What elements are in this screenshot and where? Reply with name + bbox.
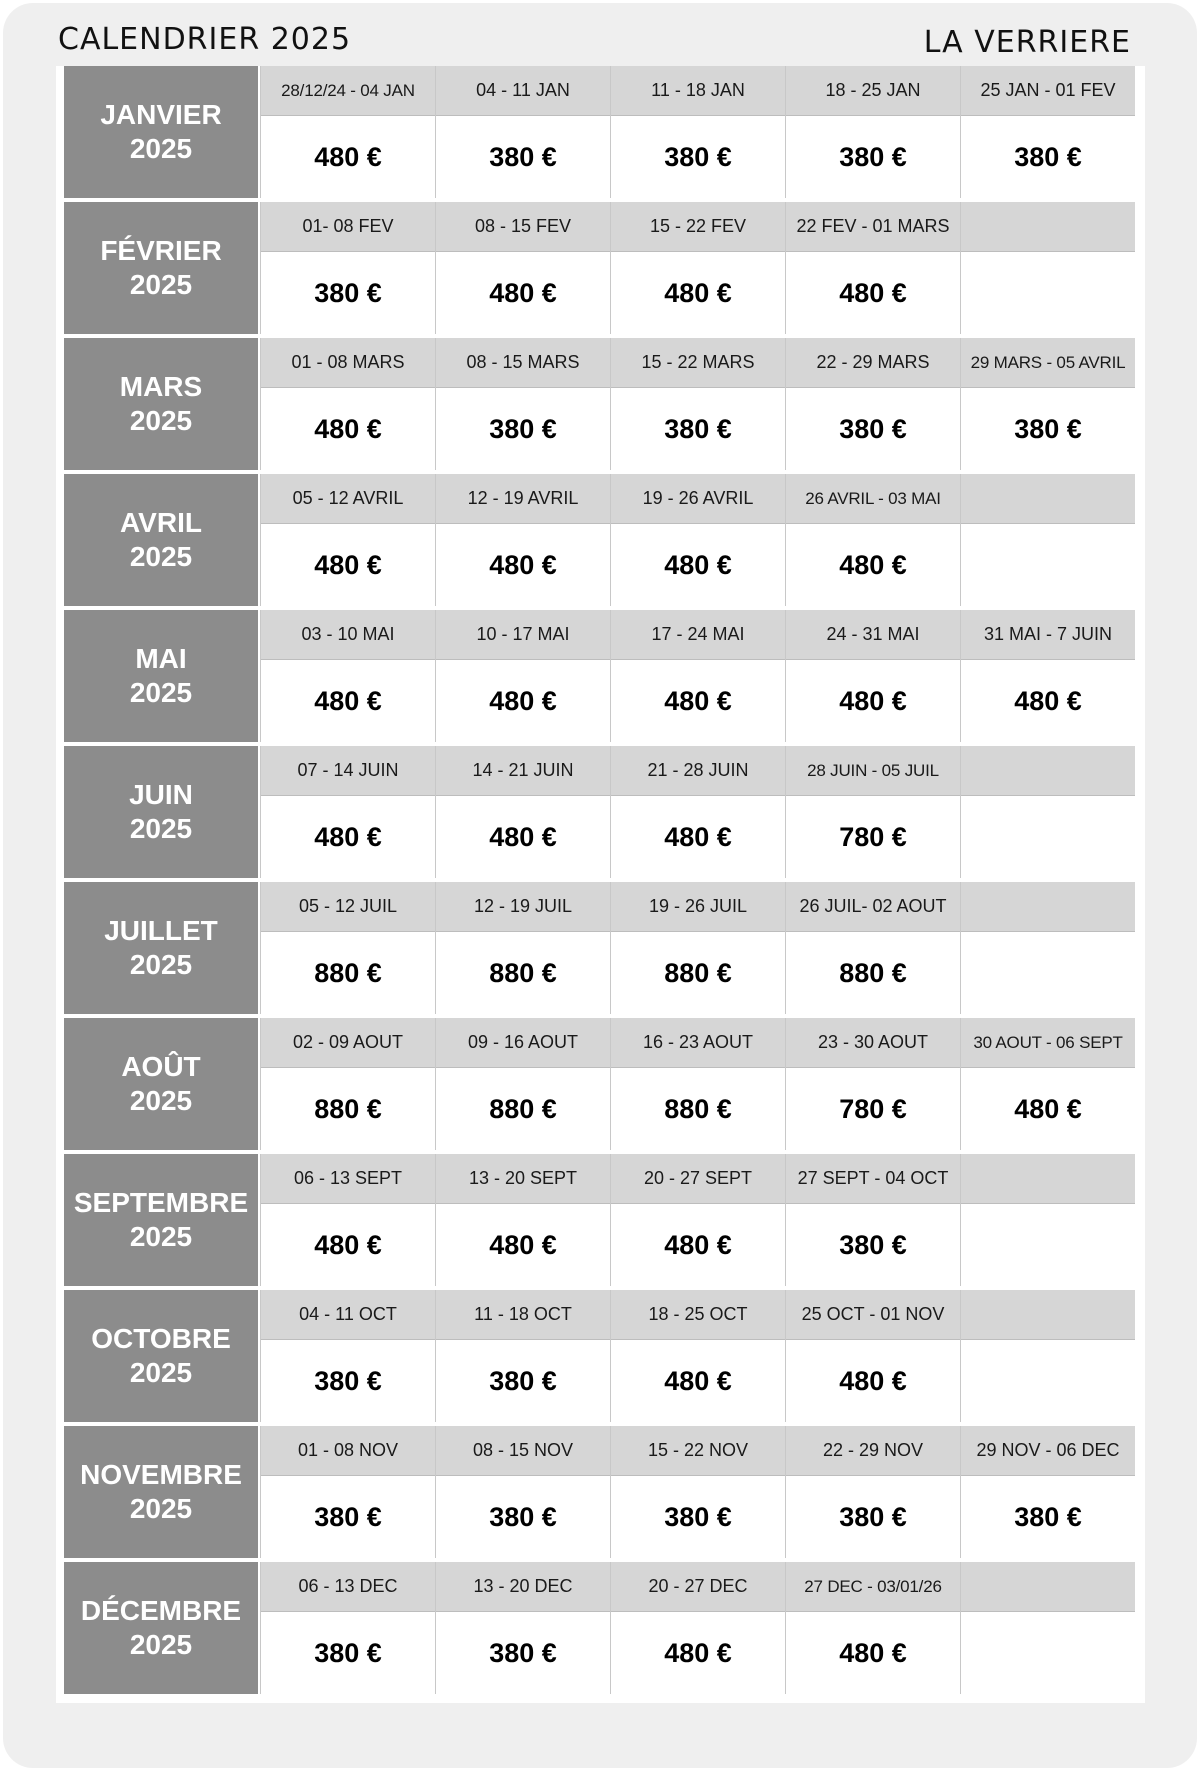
week-cell	[260, 474, 435, 606]
month-row	[64, 1018, 1135, 1150]
week-dates: 29 MARS - 05 AVRIL	[961, 338, 1135, 388]
week-dates: 25 JAN - 01 FEV	[961, 66, 1135, 116]
month-year: 2025	[129, 405, 193, 436]
week-price: 380 €	[839, 1501, 907, 1532]
week-price: 880 €	[314, 957, 382, 988]
week-dates	[961, 474, 1135, 524]
week-dates: 12 - 19 AVRIL	[436, 474, 610, 524]
week-price: 480 €	[314, 685, 382, 716]
week-grid	[260, 882, 1135, 1014]
month-label	[64, 610, 258, 742]
week-price: 380 €	[489, 1501, 557, 1532]
week-cell	[960, 66, 1135, 198]
month-label	[64, 66, 258, 198]
week-cell	[435, 1426, 610, 1558]
week-dates: 04 - 11 JAN	[436, 66, 610, 116]
month-year: 2025	[129, 1221, 193, 1252]
week-cell	[435, 610, 610, 742]
week-dates: 20 - 27 SEPT	[611, 1154, 785, 1204]
week-dates	[961, 1154, 1135, 1204]
week-dates: 23 - 30 AOUT	[786, 1018, 960, 1068]
week-cell	[610, 338, 785, 470]
month-name: FÉVRIER	[100, 235, 222, 266]
month-label	[64, 1018, 258, 1150]
week-dates: 19 - 26 AVRIL	[611, 474, 785, 524]
week-price: 480 €	[489, 685, 557, 716]
week-dates: 30 AOUT - 06 SEPT	[961, 1018, 1135, 1068]
week-price: 380 €	[1014, 413, 1082, 444]
week-dates: 15 - 22 NOV	[611, 1426, 785, 1476]
month-label	[64, 1426, 258, 1558]
week-cell	[610, 1290, 785, 1422]
week-dates: 01- 08 FEV	[261, 202, 435, 252]
week-price: 480 €	[839, 1365, 907, 1396]
week-price: 480 €	[314, 821, 382, 852]
week-dates: 26 AVRIL - 03 MAI	[786, 474, 960, 524]
week-dates: 18 - 25 JAN	[786, 66, 960, 116]
week-price: 480 €	[314, 549, 382, 580]
week-cell	[435, 746, 610, 878]
month-year: 2025	[129, 1357, 193, 1388]
month-name: OCTOBRE	[91, 1323, 231, 1354]
week-cell	[785, 474, 960, 606]
calendar-table	[56, 66, 1145, 1703]
week-dates: 22 - 29 NOV	[786, 1426, 960, 1476]
month-row	[64, 1562, 1135, 1694]
week-price: 480 €	[489, 1229, 557, 1260]
week-cell	[785, 1154, 960, 1286]
week-dates: 29 NOV - 06 DEC	[961, 1426, 1135, 1476]
week-dates: 01 - 08 NOV	[261, 1426, 435, 1476]
month-name: NOVEMBRE	[80, 1459, 242, 1490]
week-price: 480 €	[664, 821, 732, 852]
week-price: 380 €	[664, 141, 732, 172]
week-price	[961, 1204, 1135, 1286]
month-name: JUIN	[129, 779, 193, 810]
week-dates	[961, 1562, 1135, 1612]
week-cell	[435, 1018, 610, 1150]
week-cell	[785, 1018, 960, 1150]
week-dates: 27 SEPT - 04 OCT	[786, 1154, 960, 1204]
week-price	[961, 796, 1135, 878]
month-year: 2025	[129, 269, 193, 300]
week-price: 780 €	[839, 1093, 907, 1124]
week-price: 480 €	[314, 1229, 382, 1260]
week-price: 380 €	[664, 1501, 732, 1532]
month-row	[64, 1154, 1135, 1286]
month-row	[64, 474, 1135, 606]
week-dates	[961, 202, 1135, 252]
week-cell	[260, 1290, 435, 1422]
week-dates: 19 - 26 JUIL	[611, 882, 785, 932]
week-dates: 15 - 22 MARS	[611, 338, 785, 388]
month-year: 2025	[129, 541, 193, 572]
week-cell	[260, 1154, 435, 1286]
week-price: 380 €	[489, 1637, 557, 1668]
week-dates: 21 - 28 JUIN	[611, 746, 785, 796]
week-price: 880 €	[839, 957, 907, 988]
week-dates: 06 - 13 SEPT	[261, 1154, 435, 1204]
month-label	[64, 474, 258, 606]
week-dates: 16 - 23 AOUT	[611, 1018, 785, 1068]
week-dates: 11 - 18 JAN	[611, 66, 785, 116]
week-cell	[435, 202, 610, 334]
week-cell	[960, 1154, 1135, 1286]
week-price: 880 €	[489, 1093, 557, 1124]
week-price: 380 €	[489, 141, 557, 172]
week-price: 480 €	[839, 549, 907, 580]
week-dates: 26 JUIL- 02 AOUT	[786, 882, 960, 932]
month-row	[64, 338, 1135, 470]
week-price: 380 €	[314, 1501, 382, 1532]
week-price: 480 €	[839, 1637, 907, 1668]
week-cell	[435, 1290, 610, 1422]
week-grid	[260, 1018, 1135, 1150]
week-dates: 17 - 24 MAI	[611, 610, 785, 660]
week-cell	[785, 1562, 960, 1694]
week-price: 880 €	[314, 1093, 382, 1124]
week-dates: 24 - 31 MAI	[786, 610, 960, 660]
month-label	[64, 746, 258, 878]
week-cell	[610, 882, 785, 1014]
week-cell	[785, 1426, 960, 1558]
month-year: 2025	[129, 949, 193, 980]
week-price	[961, 524, 1135, 606]
week-dates: 01 - 08 MARS	[261, 338, 435, 388]
week-grid	[260, 1290, 1135, 1422]
week-cell	[435, 1154, 610, 1286]
week-dates: 06 - 13 DEC	[261, 1562, 435, 1612]
week-grid	[260, 1562, 1135, 1694]
week-dates: 08 - 15 FEV	[436, 202, 610, 252]
month-row	[64, 202, 1135, 334]
week-dates: 15 - 22 FEV	[611, 202, 785, 252]
week-price: 380 €	[839, 413, 907, 444]
week-cell	[610, 66, 785, 198]
month-year: 2025	[129, 813, 193, 844]
week-cell	[610, 1018, 785, 1150]
month-row	[64, 882, 1135, 1014]
week-price: 380 €	[839, 141, 907, 172]
week-grid	[260, 1154, 1135, 1286]
month-label	[64, 882, 258, 1014]
week-dates: 09 - 16 AOUT	[436, 1018, 610, 1068]
week-price: 380 €	[489, 413, 557, 444]
week-dates: 02 - 09 AOUT	[261, 1018, 435, 1068]
week-grid	[260, 202, 1135, 334]
week-price	[961, 932, 1135, 1014]
week-cell	[435, 882, 610, 1014]
week-cell	[260, 610, 435, 742]
month-name: MAI	[135, 643, 187, 674]
month-name: AOÛT	[121, 1051, 201, 1082]
week-cell	[260, 746, 435, 878]
week-price: 480 €	[1014, 1093, 1082, 1124]
week-grid	[260, 474, 1135, 606]
month-name: MARS	[119, 371, 203, 402]
week-price: 380 €	[489, 1365, 557, 1396]
week-cell	[260, 882, 435, 1014]
week-cell	[260, 66, 435, 198]
week-cell	[610, 1562, 785, 1694]
week-dates: 31 MAI - 7 JUIN	[961, 610, 1135, 660]
week-dates	[961, 882, 1135, 932]
week-cell	[960, 1290, 1135, 1422]
week-price: 480 €	[664, 549, 732, 580]
week-cell	[785, 66, 960, 198]
month-name: JUILLET	[104, 915, 218, 946]
month-name: AVRIL	[120, 507, 202, 538]
month-row	[64, 1426, 1135, 1558]
week-price: 380 €	[314, 1637, 382, 1668]
week-dates: 08 - 15 MARS	[436, 338, 610, 388]
week-dates: 14 - 21 JUIN	[436, 746, 610, 796]
week-dates: 12 - 19 JUIL	[436, 882, 610, 932]
week-dates: 10 - 17 MAI	[436, 610, 610, 660]
month-year: 2025	[129, 1085, 193, 1116]
month-row	[64, 1290, 1135, 1422]
month-row	[64, 746, 1135, 878]
week-price: 480 €	[664, 1229, 732, 1260]
week-price: 480 €	[489, 549, 557, 580]
week-price: 380 €	[1014, 1501, 1082, 1532]
month-name: JANVIER	[100, 99, 222, 130]
week-cell	[785, 1290, 960, 1422]
location-title: LA VERRIERE	[923, 25, 1131, 60]
week-cell	[960, 1018, 1135, 1150]
week-cell	[435, 1562, 610, 1694]
week-dates: 20 - 27 DEC	[611, 1562, 785, 1612]
week-price	[961, 1340, 1135, 1422]
week-cell	[610, 474, 785, 606]
week-cell	[960, 882, 1135, 1014]
week-price: 480 €	[314, 141, 382, 172]
month-label	[64, 1290, 258, 1422]
week-cell	[960, 746, 1135, 878]
week-grid	[260, 1426, 1135, 1558]
week-cell	[260, 1562, 435, 1694]
week-dates: 28/12/24 - 04 JAN	[261, 66, 435, 116]
week-cell	[785, 202, 960, 334]
month-year: 2025	[129, 1493, 193, 1524]
week-cell	[260, 1018, 435, 1150]
week-cell	[785, 610, 960, 742]
week-cell	[260, 1426, 435, 1558]
week-cell	[435, 66, 610, 198]
week-cell	[960, 474, 1135, 606]
week-dates: 13 - 20 SEPT	[436, 1154, 610, 1204]
week-grid	[260, 610, 1135, 742]
week-grid	[260, 746, 1135, 878]
week-dates: 22 FEV - 01 MARS	[786, 202, 960, 252]
week-price: 480 €	[489, 277, 557, 308]
week-price: 480 €	[664, 1365, 732, 1396]
month-label	[64, 1154, 258, 1286]
week-cell	[960, 338, 1135, 470]
week-dates: 08 - 15 NOV	[436, 1426, 610, 1476]
week-price: 780 €	[839, 821, 907, 852]
week-grid	[260, 338, 1135, 470]
week-dates: 04 - 11 OCT	[261, 1290, 435, 1340]
week-cell	[960, 1562, 1135, 1694]
week-dates: 11 - 18 OCT	[436, 1290, 610, 1340]
month-label	[64, 202, 258, 334]
week-dates: 25 OCT - 01 NOV	[786, 1290, 960, 1340]
week-dates: 07 - 14 JUIN	[261, 746, 435, 796]
page-title: CALENDRIER 2025	[58, 22, 352, 57]
week-price: 480 €	[1014, 685, 1082, 716]
month-label	[64, 338, 258, 470]
week-cell	[960, 1426, 1135, 1558]
week-cell	[785, 882, 960, 1014]
week-price: 480 €	[489, 821, 557, 852]
week-dates: 18 - 25 OCT	[611, 1290, 785, 1340]
week-dates: 05 - 12 AVRIL	[261, 474, 435, 524]
week-price: 380 €	[314, 277, 382, 308]
week-cell	[785, 746, 960, 878]
week-cell	[610, 610, 785, 742]
week-price: 480 €	[839, 277, 907, 308]
month-year: 2025	[129, 133, 193, 164]
week-price	[961, 252, 1135, 334]
week-price: 480 €	[664, 685, 732, 716]
week-price: 380 €	[1014, 141, 1082, 172]
month-name: DÉCEMBRE	[80, 1595, 242, 1626]
week-cell	[610, 1426, 785, 1558]
week-grid	[260, 66, 1135, 198]
week-dates	[961, 746, 1135, 796]
month-label	[64, 1562, 258, 1694]
week-cell	[260, 202, 435, 334]
week-cell	[960, 610, 1135, 742]
week-price: 880 €	[489, 957, 557, 988]
month-year: 2025	[129, 1629, 193, 1660]
week-dates: 05 - 12 JUIL	[261, 882, 435, 932]
week-dates: 13 - 20 DEC	[436, 1562, 610, 1612]
week-cell	[960, 202, 1135, 334]
week-dates: 22 - 29 MARS	[786, 338, 960, 388]
week-dates	[961, 1290, 1135, 1340]
month-name: SEPTEMBRE	[73, 1187, 249, 1218]
week-price: 480 €	[664, 277, 732, 308]
week-cell	[260, 338, 435, 470]
week-price	[961, 1612, 1135, 1694]
week-dates: 28 JUIN - 05 JUIL	[786, 746, 960, 796]
week-price: 480 €	[664, 1637, 732, 1668]
month-year: 2025	[129, 677, 193, 708]
week-price: 480 €	[839, 685, 907, 716]
week-cell	[785, 338, 960, 470]
week-price: 480 €	[314, 413, 382, 444]
week-price: 380 €	[839, 1229, 907, 1260]
week-cell	[435, 338, 610, 470]
month-row	[64, 66, 1135, 198]
week-dates: 03 - 10 MAI	[261, 610, 435, 660]
week-cell	[610, 746, 785, 878]
week-price: 380 €	[314, 1365, 382, 1396]
month-row	[64, 610, 1135, 742]
week-price: 880 €	[664, 1093, 732, 1124]
week-price: 380 €	[664, 413, 732, 444]
week-cell	[610, 202, 785, 334]
week-price: 880 €	[664, 957, 732, 988]
week-cell	[435, 474, 610, 606]
week-cell	[610, 1154, 785, 1286]
week-dates: 27 DEC - 03/01/26	[786, 1562, 960, 1612]
